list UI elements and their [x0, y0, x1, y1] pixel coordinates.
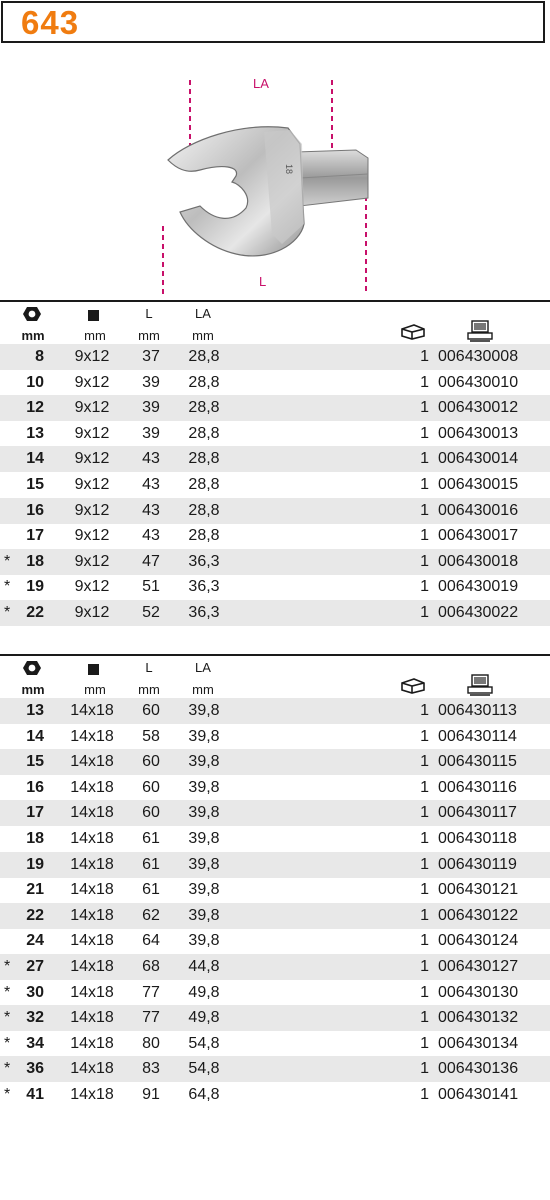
row-article-code: 006430010	[438, 373, 519, 391]
row-width-la: 28,8	[188, 348, 220, 365]
row-width-la: 39,8	[188, 906, 220, 924]
row-quantity: 1	[420, 476, 429, 493]
row-quantity: 1	[420, 753, 429, 771]
row-article-code: 006430127	[438, 958, 519, 975]
row-size: 22	[26, 604, 44, 621]
row-width-la: 28,8	[188, 501, 220, 519]
row-size: 16	[26, 778, 44, 796]
row-length: 43	[142, 501, 160, 519]
row-star-marker: *	[4, 958, 11, 975]
row-star-marker: *	[4, 578, 11, 596]
row-quantity: 1	[420, 881, 429, 899]
table-row	[0, 852, 550, 878]
row-star-marker: *	[4, 604, 11, 621]
row-length: 77	[142, 1009, 160, 1027]
row-square-drive: 9x12	[74, 552, 110, 570]
row-quantity: 1	[420, 778, 429, 796]
row-width-la: 39,8	[188, 753, 220, 771]
row-article-code: 006430022	[438, 604, 519, 621]
row-width-la: 49,8	[188, 983, 220, 1001]
row-article-code: 006430141	[438, 1086, 519, 1103]
package-icon	[400, 676, 426, 699]
row-width-la: 39,8	[188, 855, 220, 873]
row-article-code: 006430124	[438, 932, 519, 950]
row-quantity: 1	[420, 373, 429, 391]
row-article-code: 006430132	[438, 1009, 519, 1027]
table-row	[0, 1031, 550, 1057]
row-article-code: 006430118	[438, 830, 517, 847]
row-size: 36	[26, 1060, 44, 1078]
unit-square: mm	[84, 682, 106, 697]
row-article-code: 006430008	[438, 348, 519, 365]
row-quantity: 1	[420, 1009, 429, 1027]
row-square-drive: 14x18	[70, 983, 114, 1001]
row-length: 60	[142, 753, 160, 771]
row-size: 16	[26, 501, 44, 519]
row-article-code: 006430117	[438, 804, 517, 822]
row-length: 61	[142, 881, 160, 899]
row-square-drive: 9x12	[74, 578, 110, 596]
row-article-code: 006430136	[438, 1060, 519, 1078]
row-square-drive: 14x18	[70, 1060, 114, 1078]
row-size: 22	[26, 906, 44, 924]
table-9x12	[0, 300, 550, 630]
row-article-code: 006430019	[438, 578, 519, 596]
row-length: 39	[142, 424, 160, 442]
row-article-code: 006430134	[438, 1034, 519, 1052]
barcode-terminal-icon	[466, 674, 494, 701]
row-square-drive: 9x12	[74, 450, 110, 468]
col-header-l: L	[145, 306, 153, 321]
row-quantity: 1	[420, 1060, 429, 1078]
row-quantity: 1	[420, 855, 429, 873]
row-quantity: 1	[420, 932, 429, 950]
row-quantity: 1	[420, 450, 429, 468]
row-square-drive: 9x12	[74, 527, 110, 545]
row-length: 60	[142, 804, 160, 822]
row-width-la: 39,8	[188, 778, 220, 796]
unit-la: mm	[192, 328, 214, 343]
table-row	[0, 954, 550, 980]
row-length: 68	[142, 958, 160, 975]
row-star-marker: *	[4, 1086, 11, 1103]
row-length: 39	[142, 373, 160, 391]
row-square-drive: 9x12	[74, 604, 110, 621]
row-width-la: 36,3	[188, 578, 220, 596]
row-width-la: 36,3	[188, 552, 220, 570]
table-row	[0, 1005, 550, 1031]
table-row	[0, 523, 550, 549]
row-square-drive: 14x18	[70, 881, 114, 899]
row-square-drive: 14x18	[70, 702, 114, 719]
row-length: 91	[142, 1086, 160, 1103]
row-width-la: 64,8	[188, 1086, 220, 1103]
table-row	[0, 724, 550, 750]
row-width-la: 28,8	[188, 424, 220, 442]
square-drive-icon	[88, 662, 99, 680]
row-article-code: 006430122	[438, 906, 519, 924]
row-article-code: 006430014	[438, 450, 519, 468]
row-length: 61	[142, 855, 160, 873]
col-header-l: L	[145, 660, 153, 675]
row-length: 51	[142, 578, 160, 596]
row-size: 15	[26, 476, 44, 493]
row-article-code: 006430115	[438, 753, 517, 771]
table-row	[0, 574, 550, 600]
row-width-la: 39,8	[188, 830, 220, 847]
row-size: 13	[26, 424, 44, 442]
row-width-la: 39,8	[188, 932, 220, 950]
table-row	[0, 344, 550, 370]
row-star-marker: *	[4, 1060, 11, 1078]
row-size: 21	[26, 881, 44, 899]
row-length: 77	[142, 983, 160, 1001]
row-size: 27	[26, 958, 44, 975]
row-width-la: 28,8	[188, 450, 220, 468]
unit-la: mm	[192, 682, 214, 697]
row-article-code: 006430121	[438, 881, 519, 899]
row-article-code: 006430130	[438, 983, 519, 1001]
row-size: 12	[26, 399, 44, 417]
row-size: 19	[26, 578, 44, 596]
row-quantity: 1	[420, 424, 429, 442]
row-size: 13	[26, 702, 44, 719]
table-row	[0, 600, 550, 626]
table-row	[0, 928, 550, 954]
package-icon	[400, 322, 426, 345]
row-square-drive: 14x18	[70, 753, 114, 771]
row-star-marker: *	[4, 983, 11, 1001]
row-width-la: 28,8	[188, 399, 220, 417]
table-row	[0, 1082, 550, 1108]
table-row	[0, 698, 550, 724]
la-label: LA	[253, 76, 269, 91]
hex-nut-icon	[23, 306, 41, 327]
row-article-code: 006430119	[438, 855, 517, 873]
row-article-code: 006430113	[438, 702, 517, 719]
open-end-wrench-illustration	[0, 48, 550, 300]
row-width-la: 44,8	[188, 958, 220, 975]
table-row	[0, 800, 550, 826]
col-header-la: LA	[195, 660, 211, 675]
row-length: 83	[142, 1060, 160, 1078]
row-article-code: 006430013	[438, 424, 519, 442]
row-size: 14	[26, 727, 44, 745]
row-length: 47	[142, 552, 160, 570]
table-14x18	[0, 654, 550, 1114]
row-size: 18	[26, 552, 44, 570]
row-square-drive: 14x18	[70, 1086, 114, 1103]
table-row	[0, 903, 550, 929]
row-square-drive: 14x18	[70, 830, 114, 847]
table-row	[0, 1056, 550, 1082]
row-size: 18	[26, 830, 44, 847]
row-article-code: 006430114	[438, 727, 517, 745]
row-size: 41	[26, 1086, 44, 1103]
row-quantity: 1	[420, 906, 429, 924]
row-length: 61	[142, 830, 160, 847]
row-quantity: 1	[420, 958, 429, 975]
row-size: 14	[26, 450, 44, 468]
row-width-la: 28,8	[188, 476, 220, 493]
unit-size: mm	[21, 682, 45, 697]
table-header	[0, 300, 550, 345]
row-article-code: 006430012	[438, 399, 519, 417]
row-quantity: 1	[420, 702, 429, 719]
row-length: 58	[142, 727, 160, 745]
product-header-box	[1, 1, 545, 43]
table-header	[0, 654, 550, 699]
row-size: 17	[26, 804, 44, 822]
row-square-drive: 14x18	[70, 1034, 114, 1052]
row-quantity: 1	[420, 1086, 429, 1103]
row-square-drive: 9x12	[74, 476, 110, 493]
row-quantity: 1	[420, 399, 429, 417]
row-size: 19	[26, 855, 44, 873]
row-size: 10	[26, 373, 44, 391]
row-quantity: 1	[420, 1034, 429, 1052]
row-size: 34	[26, 1034, 44, 1052]
row-quantity: 1	[420, 578, 429, 596]
row-square-drive: 14x18	[70, 958, 114, 975]
row-quantity: 1	[420, 830, 429, 847]
square-drive-icon	[88, 308, 99, 326]
row-square-drive: 9x12	[74, 373, 110, 391]
barcode-terminal-icon	[466, 320, 494, 347]
row-square-drive: 14x18	[70, 1009, 114, 1027]
row-star-marker: *	[4, 552, 11, 570]
row-quantity: 1	[420, 527, 429, 545]
row-width-la: 54,8	[188, 1060, 220, 1078]
row-length: 60	[142, 702, 160, 719]
row-size: 15	[26, 753, 44, 771]
product-figure	[0, 48, 550, 300]
row-width-la: 39,8	[188, 702, 220, 719]
row-length: 52	[142, 604, 160, 621]
row-length: 37	[142, 348, 160, 365]
hex-nut-icon	[23, 660, 41, 681]
row-size: 17	[26, 527, 44, 545]
row-width-la: 39,8	[188, 804, 220, 822]
table-row	[0, 498, 550, 524]
unit-size: mm	[21, 328, 45, 343]
row-length: 80	[142, 1034, 160, 1052]
row-square-drive: 14x18	[70, 727, 114, 745]
row-width-la: 28,8	[188, 373, 220, 391]
row-length: 39	[142, 399, 160, 417]
l-label: L	[259, 274, 267, 289]
row-length: 43	[142, 476, 160, 493]
row-quantity: 1	[420, 983, 429, 1001]
row-quantity: 1	[420, 804, 429, 822]
row-length: 62	[142, 906, 160, 924]
table-row	[0, 980, 550, 1006]
row-star-marker: *	[4, 1034, 11, 1052]
table-row	[0, 749, 550, 775]
wrench-size-marking: 18	[284, 164, 294, 175]
row-length: 60	[142, 778, 160, 796]
row-square-drive: 14x18	[70, 778, 114, 796]
table-row	[0, 826, 550, 852]
row-width-la: 28,8	[188, 527, 220, 545]
row-size: 8	[35, 348, 44, 365]
table-row	[0, 446, 550, 472]
row-quantity: 1	[420, 552, 429, 570]
row-width-la: 54,8	[188, 1034, 220, 1052]
row-quantity: 1	[420, 727, 429, 745]
col-header-la: LA	[195, 306, 211, 321]
table-row	[0, 549, 550, 575]
unit-l: mm	[138, 682, 160, 697]
unit-l: mm	[138, 328, 160, 343]
row-square-drive: 9x12	[74, 399, 110, 417]
row-width-la: 36,3	[188, 604, 220, 621]
row-size: 30	[26, 983, 44, 1001]
table-row	[0, 421, 550, 447]
table-row	[0, 877, 550, 903]
row-size: 24	[26, 932, 44, 950]
row-article-code: 006430016	[438, 501, 519, 519]
row-square-drive: 14x18	[70, 804, 114, 822]
row-square-drive: 9x12	[74, 424, 110, 442]
row-article-code: 006430015	[438, 476, 519, 493]
table-row	[0, 370, 550, 396]
row-quantity: 1	[420, 501, 429, 519]
row-article-code: 006430018	[438, 552, 519, 570]
row-star-marker: *	[4, 1009, 11, 1027]
row-square-drive: 9x12	[74, 348, 110, 365]
row-square-drive: 9x12	[74, 501, 110, 519]
row-quantity: 1	[420, 604, 429, 621]
row-length: 43	[142, 527, 160, 545]
row-length: 64	[142, 932, 160, 950]
unit-square: mm	[84, 328, 106, 343]
row-square-drive: 14x18	[70, 855, 114, 873]
row-quantity: 1	[420, 348, 429, 365]
table-row	[0, 775, 550, 801]
row-width-la: 39,8	[188, 727, 220, 745]
product-code: 643	[21, 4, 80, 41]
row-width-la: 39,8	[188, 881, 220, 899]
row-article-code: 006430116	[438, 778, 517, 796]
row-length: 43	[142, 450, 160, 468]
row-square-drive: 14x18	[70, 906, 114, 924]
table-row	[0, 472, 550, 498]
row-width-la: 49,8	[188, 1009, 220, 1027]
row-square-drive: 14x18	[70, 932, 114, 950]
table-row	[0, 395, 550, 421]
row-article-code: 006430017	[438, 527, 519, 545]
row-size: 32	[26, 1009, 44, 1027]
